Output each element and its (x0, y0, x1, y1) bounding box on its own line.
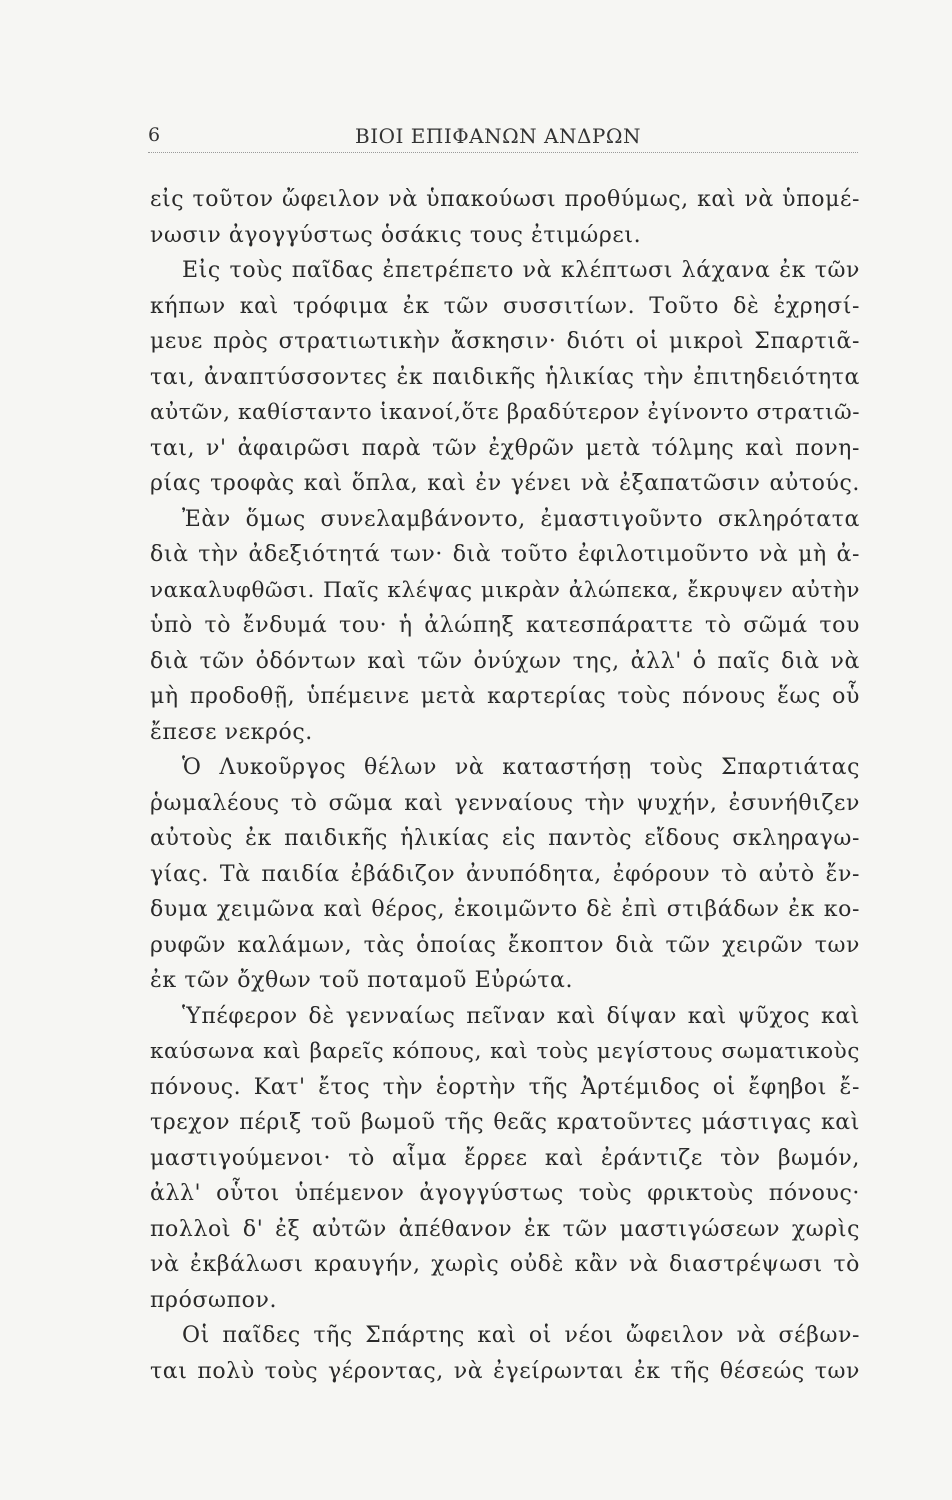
text-line: νακαλυφθῶσι. Παῖς κλέψας μικρὰν ἀλώπεκα, ἔκρυψεν αὐτὴν (150, 577, 860, 603)
page-header (148, 118, 848, 154)
text-line: αὐτῶν, καθίσταντο ἱκανοί,ὅτε βραδύτερον ἐγίνοντο στρατιῶ- (150, 400, 860, 425)
text-line: ρίας τροφὰς καὶ ὅπλα, καὶ ἐν γένει νὰ ἐξαπατῶσιν αὐτούς. (150, 471, 860, 496)
text-line: Οἱ παῖδες τῆς Σπάρτης καὶ οἱ νέοι ὤφειλον νὰ σέβων- (182, 1323, 860, 1348)
text-line: Ὁ Λυκοῦργος θέλων νὰ καταστήσῃ τοὺς Σπαρτιάτας (182, 755, 860, 780)
text-line: ται πολὺ τοὺς γέροντας, νὰ ἐγείρωνται ἐκ τῆς θέσεώς των (150, 1358, 860, 1384)
text-line: γίας. Τὰ παιδία ἐβάδιζον ἀνυπόδητα, ἐφόρουν τὸ αὐτὸ ἔν- (150, 861, 860, 887)
text-line: μαστιγούμενοι· τὸ αἷμα ἔρρεε καὶ ἐράντιζε τὸν βωμόν, (150, 1145, 860, 1171)
text-line: ὑπὸ τὸ ἔνδυμά του· ἡ ἀλώπηξ κατεσπάραττε τὸ σῶμά του (150, 613, 860, 638)
text-line: ται, ἀναπτύσσοντες ἐκ παιδικῆς ἡλικίας τὴν ἐπιτηδειότητα (150, 364, 860, 390)
text-line: Ἐὰν ὅμως συνελαμβάνοντο, ἐμαστιγοῦντο σκληρότατα (182, 506, 860, 532)
text-line: καύσωνα καὶ βαρεῖς κόπους, καὶ τοὺς μεγίστους σωματικοὺς (150, 1039, 860, 1064)
text-line: ρυφῶν καλάμων, τὰς ὁποίας ἔκοπτον διὰ τῶν χειρῶν των (150, 932, 860, 958)
page-number: 6 (148, 124, 161, 146)
text-line: μὴ προδοθῇ, ὑπέμεινε μετὰ καρτερίας τοὺς πόνους ἕως οὗ (150, 684, 860, 709)
text-line: πρόσωπον. (150, 1287, 278, 1313)
text-line: εἰς τοῦτον ὤφειλον νὰ ὑπακούωσι προθύμως, καὶ νὰ ὑπομέ- (150, 187, 860, 212)
header-rule (148, 152, 858, 153)
text-line: τρεχον πέριξ τοῦ βωμοῦ τῆς θεᾶς κρατοῦντες μάστιγας καὶ (150, 1110, 860, 1135)
text-line: ἐκ τῶν ὄχθων τοῦ ποταμοῦ Εὐρώτα. (150, 968, 574, 993)
text-line: κήπων καὶ τρόφιμα ἐκ τῶν συσσιτίων. Τοῦτο δὲ ἐχρησί- (150, 293, 860, 319)
text-line: Ὑπέφερον δὲ γενναίως πεῖναν καὶ δίψαν καὶ ψῦχος καὶ (182, 1003, 860, 1029)
text-line: διὰ τῶν ὀδόντων καὶ τῶν ὀνύχων της, ἀλλ' ὁ παῖς διὰ νὰ (150, 648, 860, 674)
text-line: ἀλλ' οὗτοι ὑπέμενον ἀγογγύστως τοὺς φρικτοὺς πόνους· (150, 1181, 860, 1206)
text-line: αὐτοὺς ἐκ παιδικῆς ἡλικίας εἰς παντὸς εἴδους σκληραγω- (150, 826, 860, 851)
text-line: νωσιν ἀγογγύστως ὁσάκις τους ἐτιμώρει. (150, 222, 642, 248)
running-title: ΒΙΟΙ ΕΠΙΦΑΝΩΝ ΑΝΔΡΩΝ (355, 124, 641, 148)
text-line: δυμα χειμῶνα καὶ θέρος, ἐκοιμῶντο δὲ ἐπὶ στιβάδων ἐκ κο- (150, 897, 860, 922)
text-line: ἔπεσε νεκρός. (150, 719, 313, 745)
text-line: ται, ν' ἀφαιρῶσι παρὰ τῶν ἐχθρῶν μετὰ τόλμης καὶ πονη- (150, 435, 860, 461)
text-line: διὰ τὴν ἀδεξιότητά των· διὰ τοῦτο ἐφιλοτιμοῦντο νὰ μὴ ἀ- (150, 542, 860, 567)
text-line: μευε πρὸς στρατιωτικὴν ἄσκησιν· διότι οἱ μικροὶ Σπαρτιᾶ- (150, 329, 860, 354)
text-line: πολλοὶ δ' ἐξ αὐτῶν ἀπέθανον ἐκ τῶν μαστιγώσεων χωρὶς (150, 1216, 860, 1242)
text-line: νὰ ἐκβάλωσι κραυγήν, χωρὶς οὐδὲ κἂν νὰ διαστρέψωσι τὸ (150, 1252, 860, 1277)
body-text (150, 182, 860, 1389)
text-line: ῥωμαλέους τὸ σῶμα καὶ γενναίους τὴν ψυχήν, ἐσυνήθιζεν (150, 790, 860, 816)
text-line: Εἰς τοὺς παῖδας ἐπετρέπετο νὰ κλέπτωσι λάχανα ἐκ τῶν (182, 258, 860, 283)
text-line: πόνους. Κατ' ἔτος τὴν ἑορτὴν τῆς Ἀρτέμιδος οἱ ἔφηβοι ἔ- (150, 1074, 860, 1100)
